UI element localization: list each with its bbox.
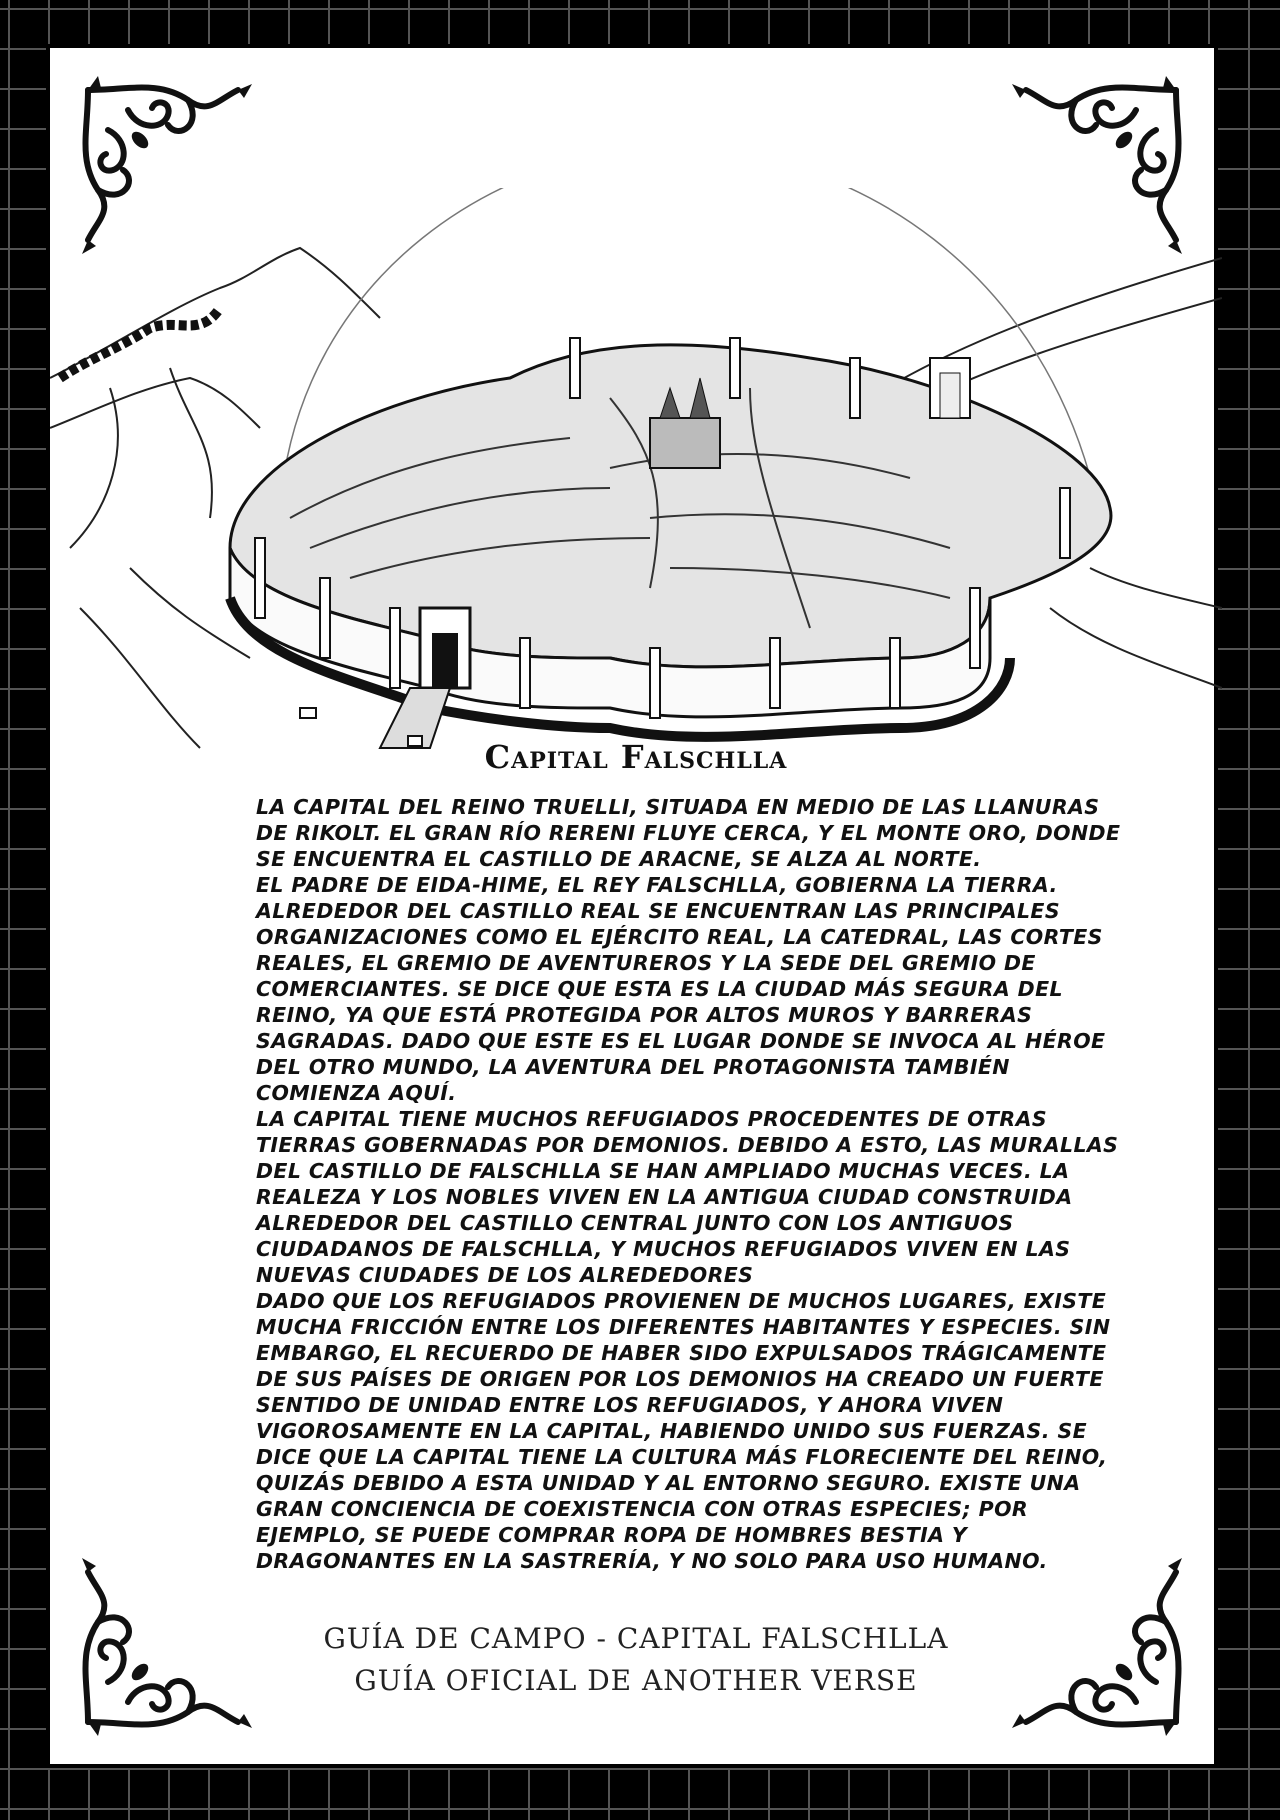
footer-caption: [50, 1618, 1222, 1702]
page-title: Capital Falschlla: [484, 738, 788, 776]
paragraph: LA CAPITAL TIENE MUCHOS REFUGIADOS PROCEDENTES DE OTRAS TIERRAS GOBERNADAS POR DEMONIOS. DEBIDO A ESTO, LAS MURALLAS DEL CASTILLO DE FALSCHLLA SE HAN AMPLIADO MUCHAS VECES. LA REALEZA Y LOS NOBLES VIVEN EN LA ANTIGUA CIUDAD CONSTRUIDA ALREDEDOR DEL CASTILLO CENTRAL JUNTO CON LOS ANTIGUOS CIUDADANOS DE FALSCHLLA, Y MUCHOS REFUGIADOS VIVEN EN LAS NUEVAS CIUDADES DE LOS ALREDEDORES: [256, 1107, 1119, 1287]
description-text: [256, 794, 1136, 1574]
paragraph: EL PADRE DE EIDA-HIME, EL REY FALSCHLLA, GOBIERNA LA TIERRA. ALREDEDOR DEL CASTILLO REAL SE ENCUENTRAN LAS PRINCIPALES ORGANIZACIONES COMO EL EJÉRCITO REAL, LA CATEDRAL, LAS CORTES REALES, EL GREMIO DE AVENTUREROS Y LA SEDE DEL GREMIO DE COMERCIANTES. SE DICE QUE ESTA ES LA CIUDAD MÁS SEGURA DEL REINO, YA QUE ESTÁ PROTEGIDA POR ALTOS MUROS Y BARRERAS SAGRADAS. DADO QUE ESTE ES EL LUGAR DONDE SE INVOCA AL HÉROE DEL OTRO MUNDO, LA AVENTURA DEL PROTAGONISTA TAMBIÉN COMIENZA AQUÍ.: [256, 873, 1106, 1105]
paragraph: LA CAPITAL DEL REINO TRUELLI, SITUADA EN MEDIO DE LAS LLANURAS DE RIKOLT. EL GRAN RÍO RERENI FLUYE CERCA, Y EL MONTE ORO, DONDE SE ENCUENTRA EL CASTILLO DE ARACNE, SE ALZA AL NORTE.: [256, 795, 1121, 871]
paragraph: DADO QUE LOS REFUGIADOS PROVIENEN DE MUCHOS LUGARES, EXISTE MUCHA FRICCIÓN ENTRE LOS DIFERENTES HABITANTES Y ESPECIES. SIN EMBARGO, EL RECUERDO DE HABER SIDO EXPULSADOS TRÁGICAMENTE DE SUS PAÍSES DE ORIGEN POR LOS DEMONIOS HA CREADO UN FUERTE SENTIDO DE UNIDAD ENTRE LOS REFUGIADOS, Y AHORA VIVEN VIGOROSAMENTE EN LA CAPITAL, HABIENDO UNIDO SUS FUERZAS. SE DICE QUE LA CAPITAL TIENE LA CULTURA MÁS FLORECIENTE DEL REINO, QUIZÁS DEBIDO A ESTA UNIDAD Y AL ENTORNO SEGURO. EXISTE UNA GRAN CONCIENCIA DE COEXISTENCIA CON OTRAS ESPECIES; POR EJEMPLO, SE PUEDE COMPRAR ROPA DE HOMBRES BESTIA Y DRAGONANTES EN LA SASTRERÍA, Y NO SOLO PARA USO HUMANO.: [256, 1289, 1111, 1573]
walled-city-illustration: [50, 188, 1222, 788]
guide-page: [46, 44, 1218, 1768]
footer-line: GUÍA DE CAMPO - CAPITAL FALSCHLLA: [323, 1622, 949, 1655]
footer-line: GUÍA OFICIAL DE ANOTHER VERSE: [354, 1664, 918, 1697]
